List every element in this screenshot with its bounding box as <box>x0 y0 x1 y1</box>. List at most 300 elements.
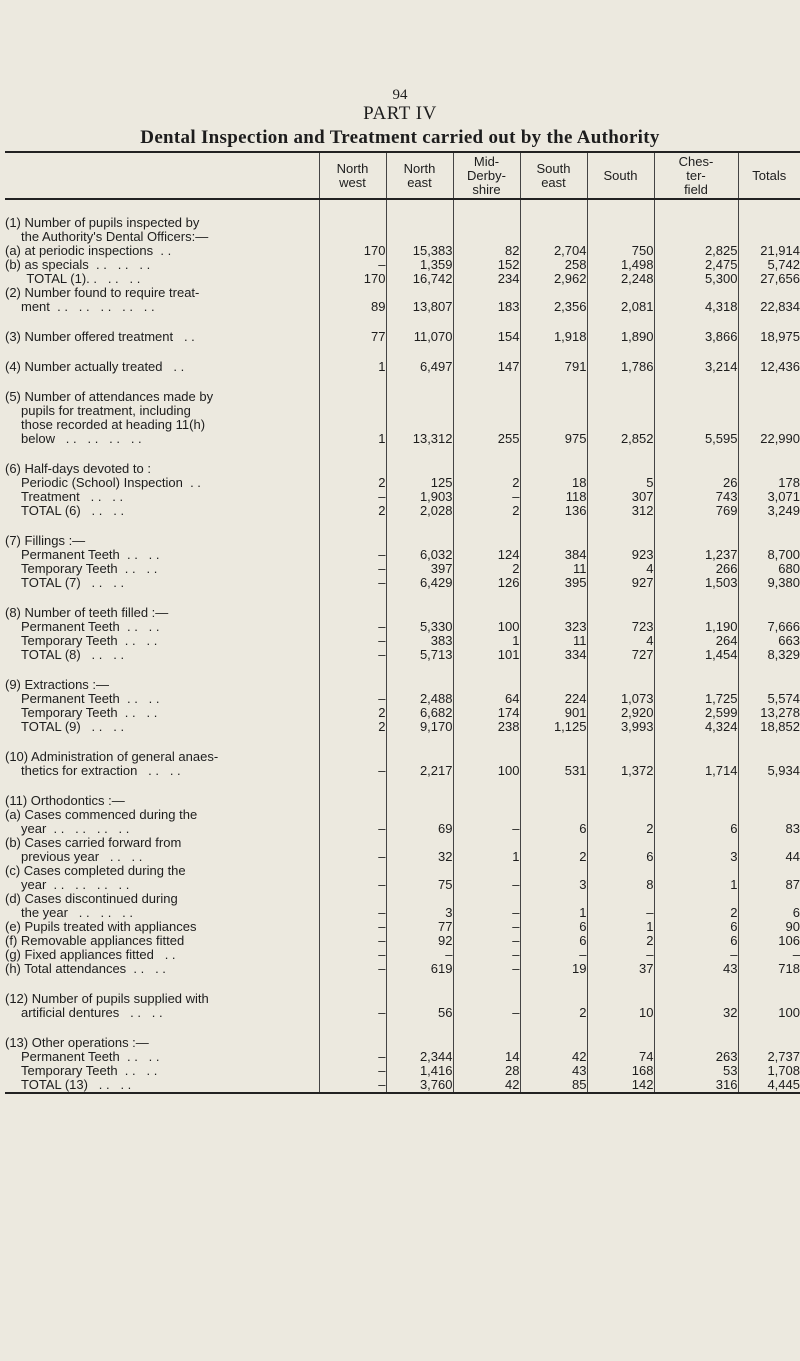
spacer-line <box>655 808 738 822</box>
value-cell <box>453 518 520 590</box>
value: – <box>378 633 386 648</box>
spacer-line <box>521 404 587 418</box>
column-header-line: shire <box>472 181 501 197</box>
value <box>588 794 654 808</box>
value-cell <box>520 374 587 446</box>
value: 791 <box>564 359 587 374</box>
value: – <box>378 919 386 934</box>
spacer-line <box>387 286 453 300</box>
row-label-cell <box>5 199 319 314</box>
value: – <box>512 933 520 948</box>
value <box>521 230 587 244</box>
value: 2 <box>378 475 386 490</box>
value-cell <box>319 314 386 344</box>
value: 14 <box>505 1049 520 1064</box>
value: 312 <box>631 503 654 518</box>
value-cell <box>587 446 654 518</box>
value: 118 <box>565 489 587 504</box>
value: – <box>378 905 386 920</box>
spacer-line <box>320 992 386 1006</box>
row-label: TOTAL (1). . . . . . <box>5 271 141 286</box>
value: 6 <box>792 905 800 920</box>
spacer-line <box>588 390 654 404</box>
section-row <box>5 374 800 446</box>
value <box>739 462 800 476</box>
value: 18 <box>572 475 587 490</box>
row-label-cell <box>5 446 319 518</box>
value <box>387 678 453 692</box>
value: 1,903 <box>419 489 453 504</box>
column-header-line: South <box>603 167 638 183</box>
value: 1,714 <box>704 763 738 778</box>
value: 266 <box>715 561 738 576</box>
value: 1,190 <box>704 619 738 634</box>
value-cell <box>738 344 800 374</box>
row-label-cell <box>5 976 319 1020</box>
value: 75 <box>438 877 453 892</box>
value: 8,329 <box>767 647 800 662</box>
value-cell <box>386 199 453 314</box>
value-cell <box>386 734 453 778</box>
spacer-line <box>320 892 386 906</box>
value: 126 <box>497 575 520 590</box>
row-label: year . . . . . . . . <box>21 877 130 892</box>
value: 6 <box>646 849 654 864</box>
spacer-line <box>521 750 587 764</box>
value: 1,416 <box>419 1063 453 1078</box>
value-cell <box>520 662 587 734</box>
row-label: TOTAL (9) . . . . <box>21 719 125 734</box>
spacer-line <box>588 404 654 418</box>
value: – <box>378 691 386 706</box>
row-label: Permanent Teeth . . . . <box>21 619 160 634</box>
value: 1,708 <box>767 1063 800 1078</box>
value: 5,742 <box>767 257 800 272</box>
value <box>521 606 587 620</box>
value: 2,248 <box>620 271 654 286</box>
spacer-line <box>454 808 520 822</box>
spacer-line <box>521 992 587 1006</box>
spacer-line <box>387 216 453 230</box>
value-cell <box>654 446 738 518</box>
row-label: thetics for extraction . . . . <box>21 763 181 778</box>
value: 13,312 <box>412 431 453 446</box>
section-row <box>5 314 800 344</box>
value: 769 <box>715 503 738 518</box>
value: 16,742 <box>412 271 453 286</box>
value-cell <box>386 590 453 662</box>
value: 106 <box>778 933 800 948</box>
value: 1,237 <box>704 547 738 562</box>
value-cell <box>654 314 738 344</box>
value: 750 <box>631 243 654 258</box>
value-cell <box>587 976 654 1020</box>
value: – <box>579 947 587 962</box>
value-cell <box>587 344 654 374</box>
value: 6,429 <box>419 575 453 590</box>
spacer-line <box>521 892 587 906</box>
value: 2,852 <box>620 431 654 446</box>
row-label: (b) as specials . . . . . . <box>5 257 151 272</box>
spacer-line <box>320 286 386 300</box>
spacer-line <box>655 216 738 230</box>
value: 11 <box>573 633 587 648</box>
value: 174 <box>497 705 520 720</box>
value: 2 <box>579 849 587 864</box>
value-cell <box>386 1020 453 1093</box>
value-cell <box>654 976 738 1020</box>
value: 397 <box>430 561 453 576</box>
value <box>454 606 520 620</box>
value: 15,383 <box>412 243 453 258</box>
spacer-line <box>320 750 386 764</box>
value-cell <box>654 662 738 734</box>
spacer-line <box>320 864 386 878</box>
value-cell <box>738 314 800 344</box>
value-cell <box>319 734 386 778</box>
value-cell <box>587 734 654 778</box>
value: 4 <box>646 633 654 648</box>
value: 26 <box>723 475 738 490</box>
value: 11,070 <box>413 329 453 344</box>
row-label-cell <box>5 1020 319 1093</box>
value: – <box>378 821 386 836</box>
value: 384 <box>564 547 587 562</box>
value <box>739 1036 800 1050</box>
value <box>454 794 520 808</box>
column-header <box>654 152 738 199</box>
value-cell <box>654 344 738 374</box>
value: 1,786 <box>620 359 654 374</box>
value: 975 <box>564 431 587 446</box>
spacer-line <box>739 992 800 1006</box>
value: 4 <box>646 561 654 576</box>
value: 22,834 <box>760 299 800 314</box>
value: – <box>792 947 800 962</box>
spacer-line <box>588 286 654 300</box>
value-cell <box>654 734 738 778</box>
value-cell <box>453 1020 520 1093</box>
value: – <box>512 961 520 976</box>
value-cell <box>738 734 800 778</box>
spacer-line <box>588 836 654 850</box>
value-cell <box>520 344 587 374</box>
value: – <box>378 763 386 778</box>
value: 1,359 <box>419 257 453 272</box>
value: 1,918 <box>553 329 587 344</box>
row-label: (b) Cases carried forward from <box>5 835 182 850</box>
spacer-line <box>655 418 738 432</box>
section-row <box>5 734 800 778</box>
value: 100 <box>497 619 520 634</box>
column-header-line: west <box>339 174 366 190</box>
value <box>454 230 520 244</box>
spacer-line <box>387 864 453 878</box>
value: 2 <box>378 503 386 518</box>
value-cell <box>386 374 453 446</box>
value: 77 <box>438 919 453 934</box>
value-cell <box>386 662 453 734</box>
value-cell <box>587 590 654 662</box>
spacer-line <box>454 390 520 404</box>
value: 89 <box>371 299 386 314</box>
value-cell <box>453 446 520 518</box>
value <box>387 1036 453 1050</box>
value-cell <box>520 199 587 314</box>
value: 82 <box>505 243 520 258</box>
value: 43 <box>723 961 738 976</box>
value-cell <box>738 778 800 976</box>
value: 85 <box>572 1077 587 1092</box>
value: 3 <box>445 905 453 920</box>
spacer-line <box>454 216 520 230</box>
value-cell <box>587 1020 654 1093</box>
value-cell <box>738 446 800 518</box>
spacer-line <box>521 286 587 300</box>
value: 1,503 <box>704 575 738 590</box>
spacer-line <box>387 750 453 764</box>
value: 6 <box>579 919 587 934</box>
value <box>521 534 587 548</box>
row-label: (12) Number of pupils supplied with <box>5 991 209 1006</box>
row-label: (3) Number offered treatment . . <box>5 329 195 344</box>
value: 4,318 <box>704 299 738 314</box>
value: – <box>646 947 654 962</box>
row-label: previous year . . . . <box>21 849 143 864</box>
section-row <box>5 446 800 518</box>
column-header-line: east <box>407 174 432 190</box>
value-cell <box>386 778 453 976</box>
spacer-line <box>739 750 800 764</box>
spacer-line <box>521 836 587 850</box>
row-label: (8) Number of teeth filled :— <box>5 605 169 620</box>
value <box>521 462 587 476</box>
value-cell <box>520 976 587 1020</box>
value: 3,760 <box>419 1077 453 1092</box>
value: 619 <box>430 961 453 976</box>
value <box>320 462 386 476</box>
row-label-cell <box>5 314 319 344</box>
row-label: (13) Other operations :— <box>5 1035 149 1050</box>
value: 234 <box>497 271 520 286</box>
value: 32 <box>723 1005 738 1020</box>
value: – <box>378 575 386 590</box>
spacer-line <box>521 390 587 404</box>
row-label-cell <box>5 662 319 734</box>
value <box>320 534 386 548</box>
value-cell <box>319 199 386 314</box>
spacer-line <box>739 418 800 432</box>
value: 680 <box>778 561 800 576</box>
spacer-line <box>739 216 800 230</box>
value: 90 <box>785 919 800 934</box>
value: 6,497 <box>419 359 453 374</box>
value <box>387 462 453 476</box>
value: 10 <box>639 1005 654 1020</box>
value: 2,344 <box>419 1049 453 1064</box>
value <box>588 606 654 620</box>
value: 2,599 <box>704 705 738 720</box>
value: 4,324 <box>704 719 738 734</box>
value <box>320 606 386 620</box>
value: 224 <box>564 691 587 706</box>
value-cell <box>654 518 738 590</box>
value-cell <box>453 734 520 778</box>
spacer-line <box>320 404 386 418</box>
value-cell <box>587 778 654 976</box>
spacer-line <box>655 892 738 906</box>
value: 43 <box>572 1063 587 1078</box>
row-label: Temporary Teeth . . . . <box>21 705 158 720</box>
value: – <box>512 947 520 962</box>
value: 64 <box>505 691 520 706</box>
value: 7,666 <box>767 619 800 634</box>
value: 927 <box>631 575 654 590</box>
spacer-line <box>454 286 520 300</box>
value-cell <box>520 1020 587 1093</box>
spacer-line <box>387 404 453 418</box>
spacer-line <box>387 418 453 432</box>
value: 6 <box>579 821 587 836</box>
value-cell <box>453 314 520 344</box>
column-header-line: east <box>541 174 566 190</box>
value: 178 <box>778 475 800 490</box>
value-cell <box>453 344 520 374</box>
value-cell <box>319 374 386 446</box>
value: 1,890 <box>620 329 654 344</box>
value <box>739 606 800 620</box>
value: 316 <box>715 1077 738 1092</box>
value-cell <box>319 976 386 1020</box>
section-row <box>5 778 800 976</box>
row-label: (c) Cases completed during the <box>5 863 186 878</box>
value-cell <box>453 662 520 734</box>
value: – <box>378 961 386 976</box>
value: 44 <box>785 849 800 864</box>
value-cell <box>654 778 738 976</box>
value: 8 <box>646 877 654 892</box>
value: 3,866 <box>704 329 738 344</box>
row-label: (9) Extractions :— <box>5 677 110 692</box>
value: 6 <box>730 933 738 948</box>
part-heading: PART IV <box>363 103 437 124</box>
value: 74 <box>639 1049 654 1064</box>
row-label: Permanent Teeth . . . . <box>21 691 160 706</box>
value <box>588 462 654 476</box>
row-label: (1) Number of pupils inspected by <box>5 215 200 230</box>
value: 3,214 <box>704 359 738 374</box>
spacer-line <box>320 390 386 404</box>
spacer-line <box>655 286 738 300</box>
section-row <box>5 976 800 1020</box>
row-label: (f) Removable appliances fitted <box>5 933 185 948</box>
value <box>655 678 738 692</box>
value-cell <box>587 662 654 734</box>
value-cell <box>453 778 520 976</box>
row-label: (2) Number found to require treat- <box>5 285 200 300</box>
value: 2,028 <box>419 503 453 518</box>
value-cell <box>386 518 453 590</box>
value-cell <box>738 199 800 314</box>
value <box>655 534 738 548</box>
spacer-line <box>454 864 520 878</box>
column-header <box>520 152 587 199</box>
value-cell <box>319 344 386 374</box>
value: 152 <box>497 257 520 272</box>
spacer-line <box>387 992 453 1006</box>
value: 124 <box>497 547 520 562</box>
spacer-line <box>387 892 453 906</box>
value-cell <box>738 976 800 1020</box>
value: – <box>378 849 386 864</box>
value-cell <box>386 976 453 1020</box>
value-cell <box>654 199 738 314</box>
row-label-cell <box>5 344 319 374</box>
value: 2,356 <box>553 299 587 314</box>
dental-treatment-table <box>5 151 800 1094</box>
value: 42 <box>505 1077 520 1092</box>
value: 147 <box>497 359 520 374</box>
row-label: (a) Cases commenced during the <box>5 807 198 822</box>
value: – <box>512 919 520 934</box>
value: 531 <box>564 763 587 778</box>
value: 170 <box>363 271 386 286</box>
value: 2,475 <box>704 257 738 272</box>
value <box>387 606 453 620</box>
value: 2 <box>512 503 520 518</box>
value-cell <box>319 662 386 734</box>
page-number: 94 <box>392 87 408 103</box>
value: 5,595 <box>704 431 738 446</box>
value <box>320 678 386 692</box>
value: 2 <box>579 1005 587 1020</box>
spacer-line <box>588 750 654 764</box>
value: 383 <box>430 633 453 648</box>
value <box>655 462 738 476</box>
section-row <box>5 590 800 662</box>
value: 2,081 <box>620 299 654 314</box>
row-label: pupils for treatment, including <box>21 403 191 418</box>
spacer-line <box>320 216 386 230</box>
value <box>588 230 654 244</box>
value-cell <box>520 518 587 590</box>
header-row <box>5 152 800 199</box>
value: 718 <box>778 961 800 976</box>
spacer-line <box>739 404 800 418</box>
value: 9,170 <box>419 719 453 734</box>
spacer-line <box>320 418 386 432</box>
value: 69 <box>438 821 453 836</box>
value: – <box>378 547 386 562</box>
spacer-line <box>655 750 738 764</box>
value: 1 <box>512 633 520 648</box>
value: 723 <box>631 619 654 634</box>
value <box>454 534 520 548</box>
section-row <box>5 518 800 590</box>
row-label-cell <box>5 778 319 976</box>
value: – <box>378 1049 386 1064</box>
value: 2,962 <box>553 271 587 286</box>
column-header-line: Mid- <box>473 153 500 169</box>
spacer-line <box>521 864 587 878</box>
column-header-line: Totals <box>752 167 787 183</box>
spacer-line <box>739 286 800 300</box>
spacer-line <box>655 404 738 418</box>
row-label: (a) at periodic inspections . . <box>5 243 172 258</box>
value-cell <box>453 374 520 446</box>
value-cell <box>520 778 587 976</box>
row-label: TOTAL (7) . . . . <box>21 575 125 590</box>
